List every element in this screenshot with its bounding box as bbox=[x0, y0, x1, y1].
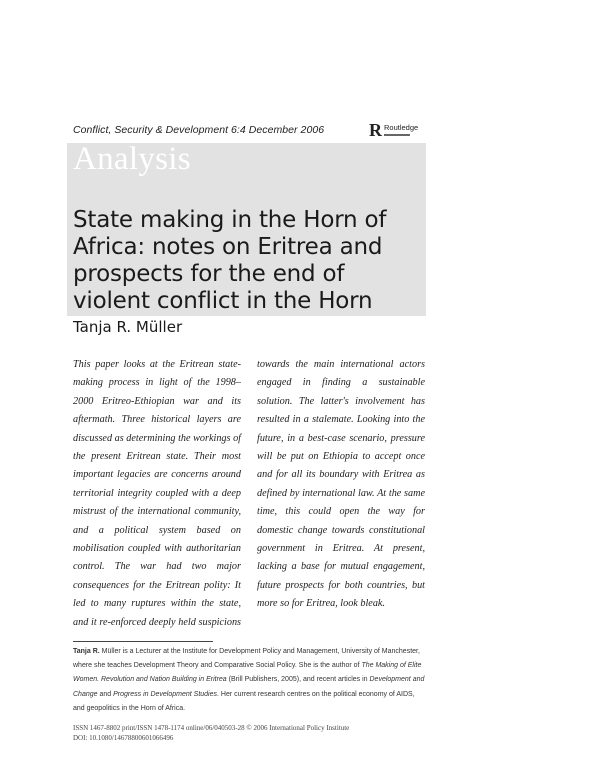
footnote-journal-1: Development and Change bbox=[73, 676, 425, 698]
publisher-name: Routledge bbox=[384, 123, 419, 132]
publisher-logo bbox=[369, 120, 439, 140]
footnote-book-title: The Making of Elite Women. Revolution and Nation Building in Eritrea bbox=[73, 662, 422, 684]
section-label: Analysis bbox=[73, 141, 191, 177]
footnote-journal-2: Progress in Development Studies bbox=[113, 690, 217, 698]
doi-line: DOI: 10.1080/14678800601066496 bbox=[73, 734, 174, 742]
journal-citation: Conflict, Security & Development 6:4 December 2006 bbox=[73, 124, 325, 136]
footnote-divider bbox=[73, 641, 213, 642]
issn-line: ISSN 1467-8802 print/ISSN 1478-1174 online/06/040503-28 © 2006 International Policy Institute bbox=[73, 724, 350, 732]
issn-block bbox=[73, 723, 433, 743]
article-title: State making in the Horn of Africa: notes on Eritrea and prospects for the end of violent conflict in the Horn bbox=[73, 207, 387, 314]
routledge-logo-icon: R bbox=[369, 120, 382, 140]
author-name: Tanja R. Müller bbox=[73, 318, 183, 336]
publisher-tagline-mark bbox=[384, 134, 410, 136]
abstract: This paper looks at the Eritrean state-making process in light of the 1998–2000 Eritreo-Ethiopian war and its aftermath. Three historical layers are discussed as determining the workings of the present Eritrean state. Their most important legacies are concerns around territorial integrity coupled with a deep mistrust of the international community, and a political system based on mobilisation coupled with authoritarian control. The war had two major consequences for the Eritrean polity: It led to many ruptures within the state, and it re-enforced deeply held suspicions towards the main international actors engaged in finding a sustainable solution. The latter's involvement has resulted in a stalemate. Looking into the future, in a best-case scenario, pressure will be put on Ethiopia to accept once and for all its boundary with Eritrea as defined by international law. At the same time, this could open the way for domestic change towards constitutional government in Eritrea. At present, lacking a base for mutual engagement, future prospects for both countries, but more so for Eritrea, look bleak. bbox=[73, 359, 425, 628]
footnote-author-name: Tanja R. bbox=[73, 648, 100, 655]
author-footnote: Tanja R. Müller is a Lecturer at the Institute for Development Policy and Management, University of Manchester, where she teaches Development Theory and Comparative Social Policy. She is the author of The Making of Elite Women. Revolution and Nation Building in Eritrea (Brill Publishers, 2005), and recent articles in Development and Change and Progress in Development Studies. Her current research centres on the political economy of AIDS, and geopolitics in the Horn of Africa. bbox=[73, 648, 425, 712]
